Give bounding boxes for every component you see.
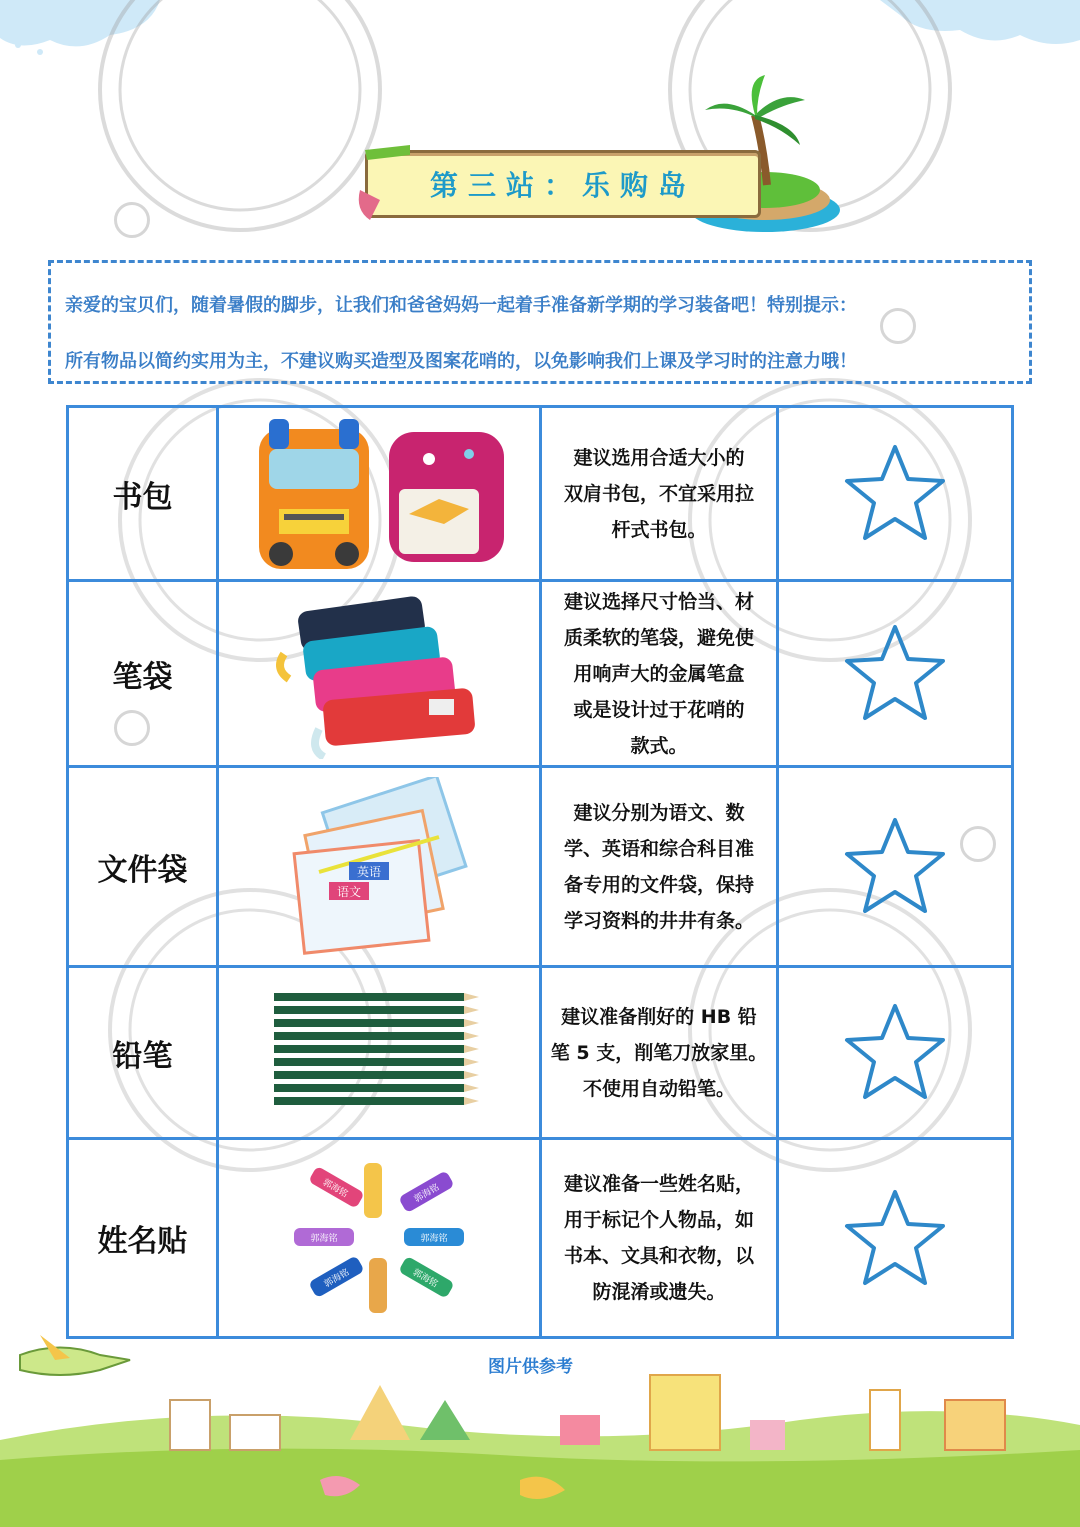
top-clouds-decoration: [0, 0, 1080, 70]
description-line: 款式。: [630, 734, 688, 757]
item-description: [564, 440, 754, 548]
name-stickers-image: [289, 1158, 469, 1318]
description-line: 书本、文具和衣物，以: [563, 1245, 754, 1267]
description-line: 用于标记个人物品，如: [563, 1209, 754, 1231]
file-bag-image: [279, 777, 479, 957]
intro-line-1: 亲爱的宝贝们，随着暑假的脚步，让我们和爸爸妈妈一起着手准备新学期的学习装备吧！特别提示：: [65, 295, 857, 316]
description-line: 建议分别为语文、数: [573, 801, 745, 824]
footer-note: 图片供参考: [488, 1357, 573, 1377]
airplane-icon: [20, 1335, 130, 1375]
item-description: [551, 999, 767, 1107]
star-outline-icon[interactable]: [840, 441, 950, 546]
name-sticker: 郭海铭: [420, 1234, 448, 1244]
table-row: [69, 968, 1011, 1140]
item-description: [564, 795, 754, 939]
description-line: 建议选用合适大小的: [573, 446, 745, 469]
name-sticker: 郭海铭: [310, 1234, 338, 1244]
item-name: 文件袋: [97, 852, 188, 888]
item-name: 铅笔: [112, 1038, 173, 1074]
title-banner: [355, 110, 845, 240]
folder-label-chinese: 语文: [336, 884, 362, 899]
banner-fold-icon: [355, 130, 415, 230]
table-row: [69, 408, 1011, 582]
star-outline-icon[interactable]: [840, 814, 950, 919]
name-sticker: 郭海铭: [322, 1267, 352, 1290]
description-line: 备专用的文件袋，保持: [563, 873, 754, 896]
item-name: 书包: [112, 479, 173, 515]
star-outline-icon[interactable]: [840, 1186, 950, 1291]
item-name: 笔袋: [112, 659, 173, 695]
table-row: [69, 768, 1011, 968]
name-sticker: 郭海铭: [412, 1182, 442, 1205]
page-title: 第三站：乐购岛: [429, 169, 696, 202]
cartoon-town-illustration: [0, 1330, 1080, 1527]
name-sticker: 郭海铭: [410, 1267, 440, 1290]
intro-notice-box: [48, 260, 1032, 384]
folder-label-english: 英语: [356, 864, 382, 879]
backpack-image: [239, 414, 519, 574]
description-line: 笔 5 支，削笔刀放家里。: [550, 1041, 768, 1064]
item-description: [564, 1166, 754, 1310]
description-line: 学、英语和综合科目准: [563, 837, 754, 860]
description-line: 建议准备削好的 HB 铅: [561, 1005, 757, 1028]
table-row: [69, 582, 1011, 768]
item-description: [564, 584, 754, 764]
description-line: 杆式书包。: [611, 518, 707, 541]
description-line: 不使用自动铅笔。: [582, 1077, 735, 1100]
description-line: 学习资料的井井有条。: [563, 909, 754, 932]
intro-line-2: 所有物品以简约实用为主，不建议购买造型及图案花哨的，以免影响我们上课及学习时的注意力哦！: [65, 351, 857, 372]
description-line: 双肩书包，不宜采用拉: [563, 482, 754, 505]
supplies-table: [66, 405, 1014, 1339]
description-line: 建议选择尺寸恰当、材: [563, 590, 754, 613]
description-line: 质柔软的笔袋，避免使: [563, 626, 754, 649]
star-outline-icon[interactable]: [840, 621, 950, 726]
pencil-case-image: [259, 589, 499, 759]
description-line: 建议准备一些姓名贴，: [563, 1173, 754, 1195]
pencils-image: [264, 988, 494, 1118]
item-name: 姓名贴: [97, 1224, 188, 1259]
description-line: 用响声大的金属笔盒: [573, 662, 745, 685]
star-outline-icon[interactable]: [840, 1000, 950, 1105]
decorative-ring: [114, 202, 150, 238]
description-line: 防混淆或遗失。: [592, 1281, 726, 1303]
description-line: 或是设计过于花哨的: [573, 698, 745, 721]
name-sticker: 郭海铭: [320, 1177, 350, 1200]
table-row: [69, 1140, 1011, 1336]
